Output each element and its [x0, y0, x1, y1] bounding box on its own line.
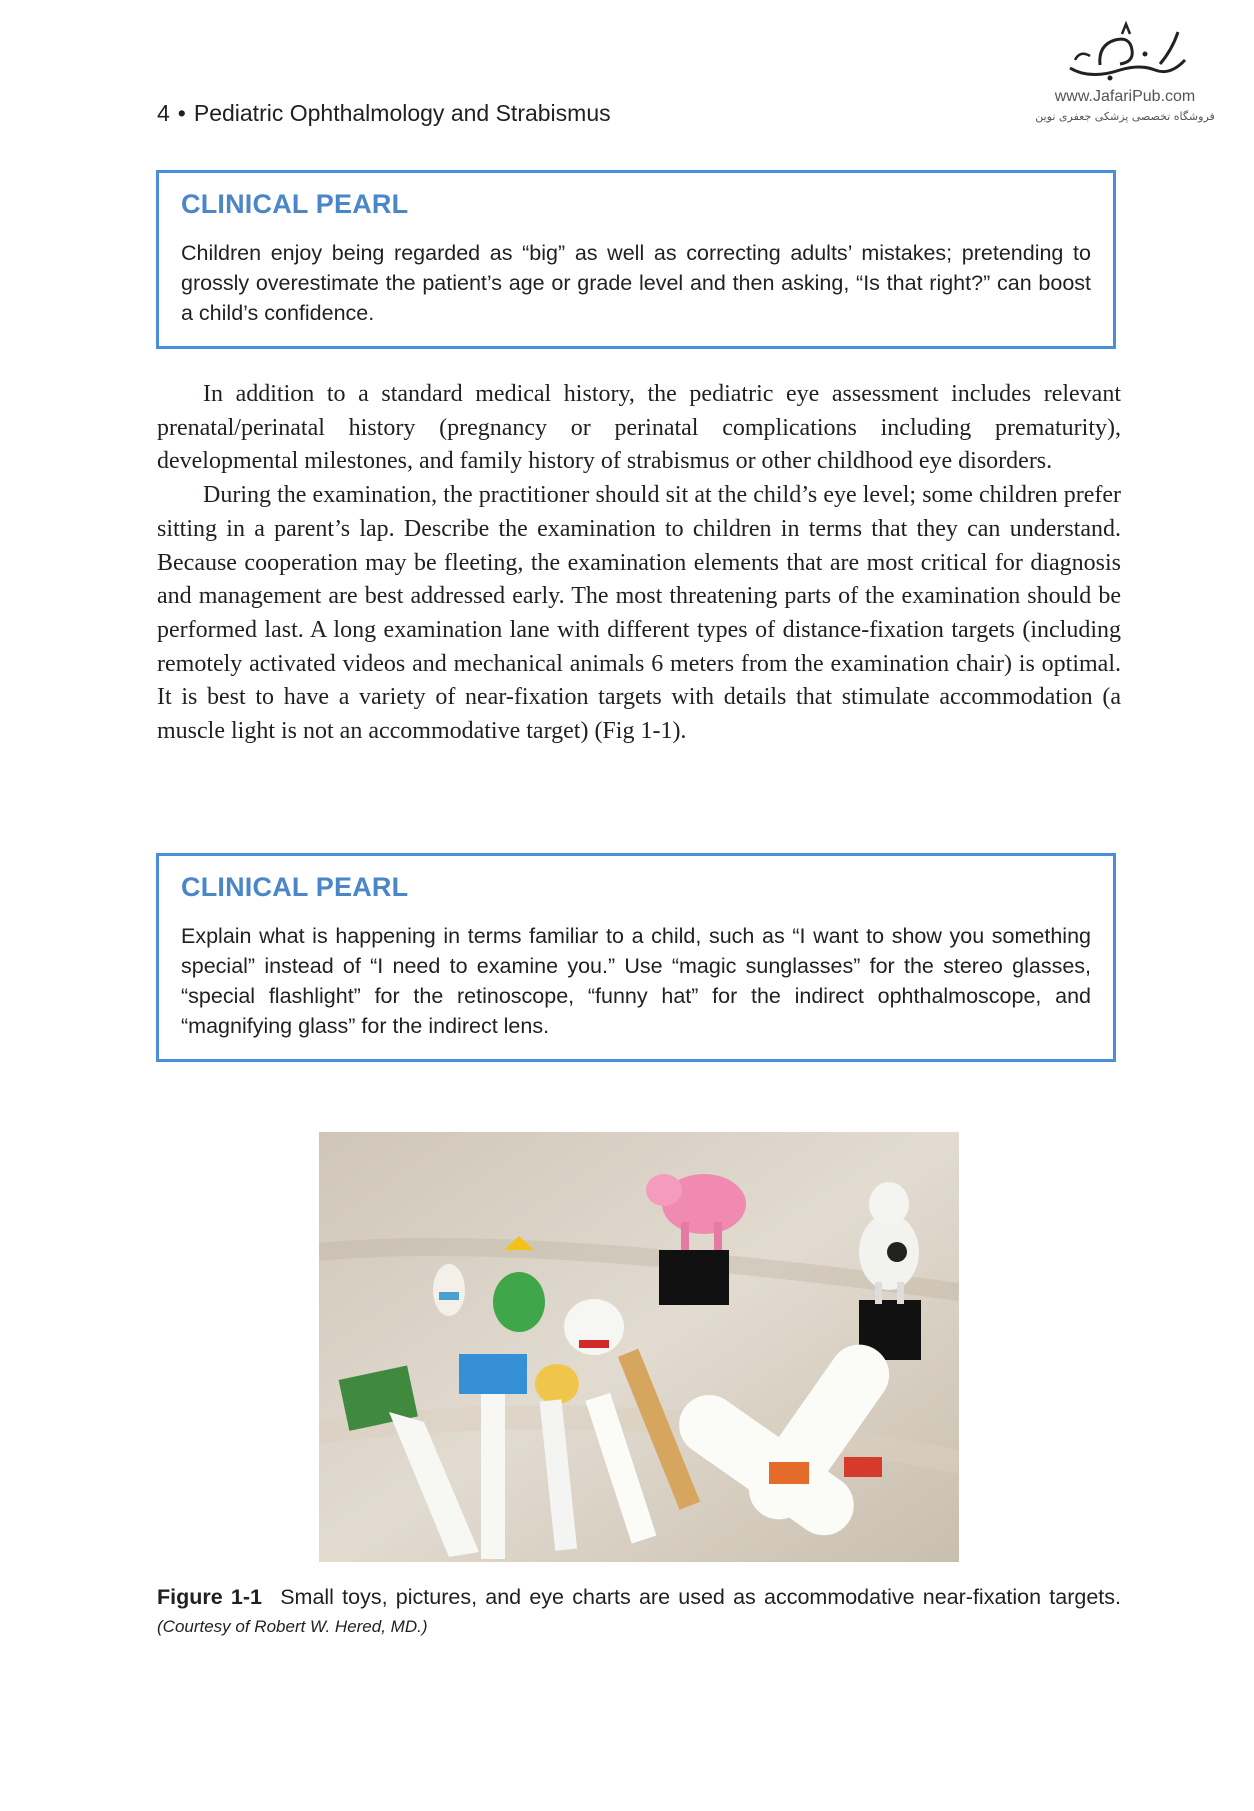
clinical-pearl-box-2 [156, 853, 1116, 1062]
figure-photo [319, 1132, 959, 1562]
clinical-pearl-text: Explain what is happening in terms familiar to a child, such as “I want to show you something special” instead of “I need to examine you.” Use “magic sunglasses” for the stereo glasses, “special flashlight” for the retinoscope, “funny hat” for the indirect ophthalmoscope, and “magnifying glass” for the indirect lens. [181, 924, 1091, 1038]
toys-photo-illustration [319, 1132, 959, 1562]
logo-url: www.JafariPub.com [1054, 88, 1196, 105]
figure-label: Figure 1-1 [157, 1585, 262, 1609]
book-title: Pediatric Ophthalmology and Strabismus [193, 100, 611, 126]
figure-credit: (Courtesy of Robert W. Hered, MD.) [157, 1617, 428, 1636]
publisher-logo [1020, 20, 1230, 145]
figure-caption-text: Small toys, pictures, and eye charts are used as accommodative near-fixation targets. [280, 1585, 1121, 1609]
clinical-pearl-title: CLINICAL PEARL [181, 872, 409, 902]
running-header [157, 100, 611, 127]
body-paragraph-2: During the examination, the practitioner should sit at the child’s eye level; some children prefer sitting in a parent’s lap. Describe the examination to children in terms that they can understand. Because cooperation may be fleeting, the examination elements that are most critical for diagnosis and management are best addressed early. The most threatening parts of the examination should be performed last. A long examination lane with different types of distance-fixation targets (including remotely activated videos and mechanical animals 6 meters from the examination chair) is optimal. It is best to have a variety of near-fixation targets with details that stimulate accommodation (a muscle light is not an accommodative target) (Fig 1-1). [157, 482, 1121, 745]
header-bullet: • [177, 100, 186, 126]
logo-subtitle: فروشگاه تخصصی پزشکی جعفری نوین [1035, 110, 1215, 123]
clinical-pearl-text: Children enjoy being regarded as “big” as well as correcting adults’ mistakes; pretending to grossly overestimate the patient’s age or grade level and then asking, “Is that right?” can boost a child’s confidence. [181, 241, 1091, 325]
clinical-pearl-box-1 [156, 170, 1116, 349]
body-paragraph-1: In addition to a standard medical history, the pediatric eye assessment includes relevant prenatal/perinatal history (pregnancy or perinatal complications including prematurity), developmental milestones, and family history of strabismus or other childhood eye disorders. [157, 381, 1121, 475]
page-number: 4 [157, 100, 170, 126]
calligraphy-logo-icon [1060, 20, 1190, 88]
clinical-pearl-title: CLINICAL PEARL [181, 189, 409, 219]
body-text [157, 378, 1121, 749]
figure-caption [157, 1583, 1121, 1641]
